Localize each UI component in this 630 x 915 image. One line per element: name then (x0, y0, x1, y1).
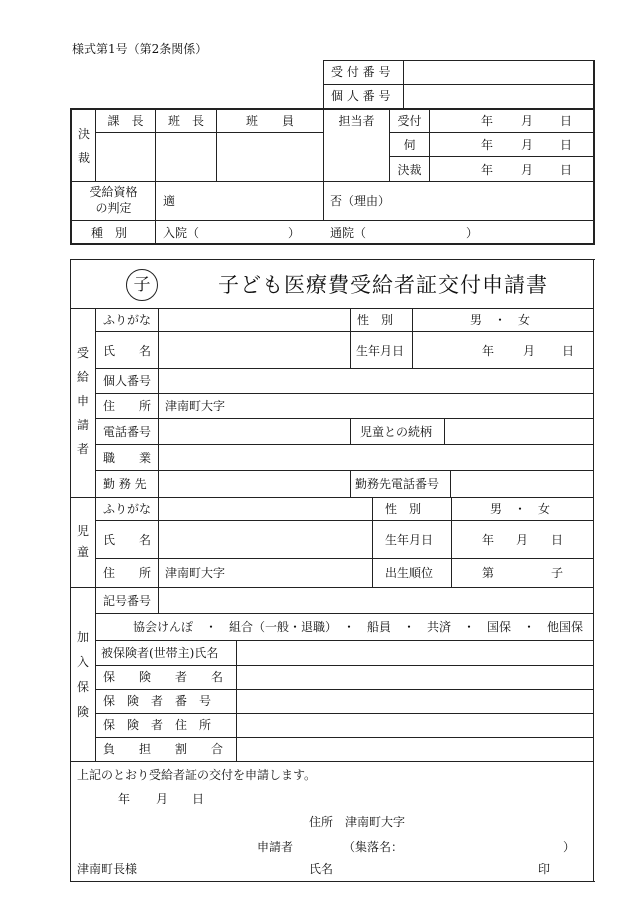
child-label-1: 児 (77, 524, 90, 538)
insurance-label-3: 保 (77, 680, 90, 694)
applicant-occupation-field[interactable] (159, 445, 593, 469)
application-month: 月 (156, 792, 169, 806)
child-name-label: 氏 名 (103, 533, 152, 547)
child-birth-day: 日 (551, 533, 564, 547)
insured-head-field[interactable] (237, 641, 593, 664)
row-label-inquiry: 伺 (403, 138, 416, 152)
decision-month: 月 (521, 163, 534, 177)
copay-ratio-field[interactable] (237, 738, 593, 760)
applicant-occupation-label: 職 業 (103, 451, 152, 465)
insurer-name-field[interactable] (237, 666, 593, 688)
applicant-address-label: 住 所 (103, 399, 152, 413)
header-section-chief: 課 長 (107, 114, 144, 128)
approval-label-1: 決 (78, 127, 91, 141)
decision-day: 日 (560, 163, 573, 177)
insurer-number-field[interactable] (237, 690, 593, 712)
child-name-field[interactable] (159, 521, 371, 557)
village-name-field[interactable] (410, 838, 560, 856)
child-gender-options[interactable]: 男 ・ 女 (490, 502, 551, 516)
applicant-workplace-label: 勤 務 先 (103, 477, 147, 491)
form-number: 様式第1号（第2条関係） (72, 42, 208, 56)
eligible-option[interactable]: 適 (163, 194, 176, 208)
applicant-phone-label: 電話番号 (103, 425, 152, 439)
row-label-decision: 決裁 (397, 163, 422, 177)
child-birth-order-prefix: 第 (482, 566, 495, 580)
applicant-label-5: 者 (77, 442, 90, 456)
child-gender-label: 性 別 (385, 502, 422, 516)
application-day: 日 (192, 792, 205, 806)
type-label: 種 別 (91, 226, 128, 240)
applicant-furigana-field[interactable] (159, 309, 349, 330)
child-address-label: 住 所 (103, 566, 152, 580)
insurer-address-label: 保 険 者 住 所 (103, 718, 212, 732)
approval-label-2: 裁 (78, 151, 91, 165)
applicant-address-value[interactable]: 津南町大字 (165, 399, 226, 413)
applicant-personal-no-label: 個人番号 (103, 374, 152, 388)
eligibility-label-2: の判定 (95, 201, 132, 215)
applicant-workplace-phone-field[interactable] (451, 471, 593, 496)
insurer-number-label: 保 険 者 番 号 (103, 694, 212, 708)
applicant-name-field[interactable] (159, 332, 349, 367)
applicant-name-label: 氏 名 (103, 344, 152, 358)
child-circle-icon: 子 (126, 269, 158, 301)
received-year: 年 (481, 114, 494, 128)
application-year: 年 (118, 792, 131, 806)
copay-ratio-label: 負 担 割 合 (103, 742, 224, 756)
applicant-signature-label: 申請者 (257, 840, 294, 854)
applicant-gender-options[interactable]: 男 ・ 女 (470, 313, 531, 327)
child-birth-order-label: 出生順位 (385, 566, 434, 580)
applicant-birth-month: 月 (523, 344, 536, 358)
child-furigana-label: ふりがな (103, 502, 152, 516)
signature-address-value[interactable]: 津南町大字 (345, 815, 406, 829)
inquiry-year: 年 (481, 138, 494, 152)
received-month: 月 (521, 114, 534, 128)
applicant-gender-label: 性 別 (357, 313, 394, 327)
receipt-number-label: 受 付 番 号 (331, 65, 391, 79)
outpatient-option[interactable]: 通院（ (330, 226, 367, 240)
signature-name-field[interactable] (340, 859, 530, 877)
applicant-phone-field[interactable] (159, 419, 349, 443)
child-birth-label: 生年月日 (385, 533, 434, 547)
insurance-label-1: 加 (77, 630, 90, 644)
ineligible-option[interactable]: 否（理由） (330, 194, 391, 208)
declaration-text: 上記のとおり受給者証の交付を申請します。 (77, 768, 317, 782)
seal-mark: 印 (538, 862, 551, 876)
inquiry-month: 月 (521, 138, 534, 152)
inpatient-option[interactable]: 入院（ (163, 226, 200, 240)
applicant-workplace-field[interactable] (159, 471, 349, 496)
village-name-open: （集落名： (343, 840, 404, 854)
applicant-furigana-label: ふりがな (103, 313, 152, 327)
insurer-name-label: 保 険 者 名 (103, 670, 224, 684)
insurance-label-4: 険 (77, 705, 90, 719)
applicant-birth-label: 生年月日 (356, 344, 405, 358)
symbol-number-label: 記号番号 (103, 594, 152, 608)
insurance-label-2: 入 (77, 655, 90, 669)
inquiry-day: 日 (560, 138, 573, 152)
signature-name-label: 氏名 (309, 862, 334, 876)
eligibility-label-1: 受給資格 (89, 185, 138, 199)
applicant-label-4: 請 (77, 418, 90, 432)
applicant-label-2: 給 (77, 370, 90, 384)
applicant-workplace-phone-label: 勤務先電話番号 (355, 477, 440, 491)
header-team-leader: 班 長 (167, 114, 204, 128)
applicant-relation-field[interactable] (445, 419, 593, 443)
insurer-address-field[interactable] (237, 714, 593, 736)
applicant-label-1: 受 (77, 346, 90, 360)
applicant-label-3: 申 (77, 394, 90, 408)
form-title: 子ども医療費受給者証交付申請書 (218, 273, 548, 297)
child-furigana-field[interactable] (159, 498, 371, 519)
addressee: 津南町長様 (77, 862, 138, 876)
applicant-birth-day: 日 (562, 344, 575, 358)
received-day: 日 (560, 114, 573, 128)
personal-number-label: 個 人 番 号 (331, 89, 391, 103)
personal-number-field[interactable] (404, 85, 592, 107)
child-label-2: 童 (77, 545, 90, 559)
header-person-in-charge: 担当者 (338, 114, 375, 128)
row-label-received: 受付 (397, 114, 422, 128)
child-birth-month: 月 (516, 533, 529, 547)
insured-head-label: 被保険者(世帯主)氏名 (101, 646, 219, 660)
child-address-value[interactable]: 津南町大字 (165, 566, 226, 580)
decision-year: 年 (481, 163, 494, 177)
inpatient-close: ） (288, 226, 301, 240)
signature-address-label: 住所 (309, 815, 334, 829)
applicant-personal-no-field[interactable] (159, 369, 593, 392)
insurance-types[interactable]: 協会けんぽ ・ 組合（一般・退職） ・ 船員 ・ 共済 ・ 国保 ・ 他国保 (133, 620, 584, 634)
receipt-number-field[interactable] (404, 61, 592, 83)
symbol-number-field[interactable] (159, 588, 593, 612)
header-team-member: 班 員 (245, 114, 294, 128)
village-name-close: ） (563, 840, 576, 854)
child-birth-year: 年 (482, 533, 495, 547)
applicant-relation-label: 児童との続柄 (360, 425, 433, 439)
outpatient-close: ） (466, 226, 479, 240)
child-birth-order-suffix: 子 (551, 566, 564, 580)
applicant-birth-year: 年 (482, 344, 495, 358)
